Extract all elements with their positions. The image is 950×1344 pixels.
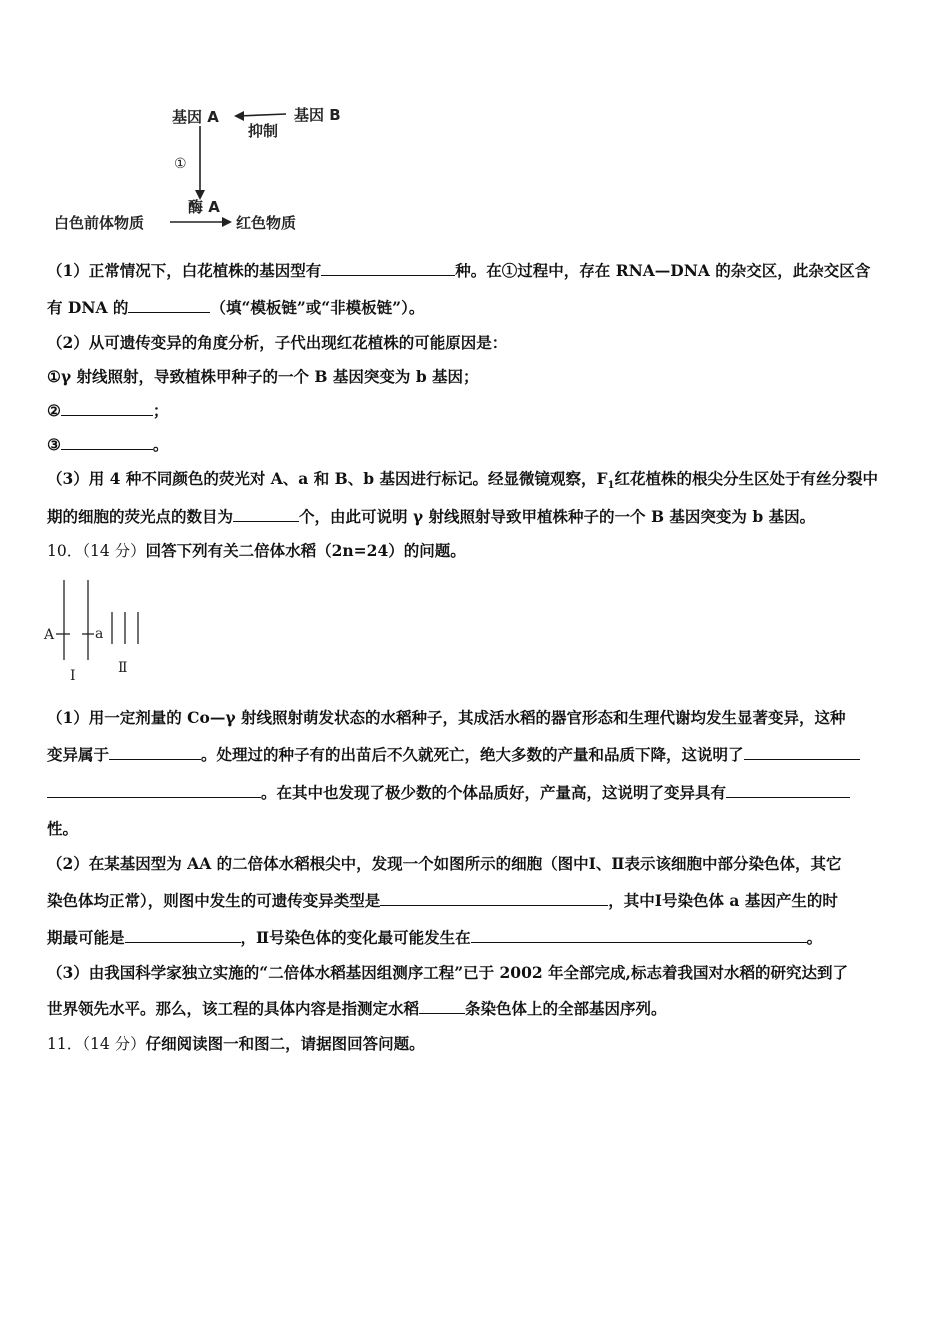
- inhibit-arrow-line: [238, 114, 286, 116]
- q9-part2-reason3: ③ 。: [47, 435, 169, 454]
- q11-heading: 11．（14 分）仔细阅读图一和图二，请据图回答问题。: [47, 1034, 425, 1053]
- q9-part1-line1: （1）正常情况下，白花植株的基因型有 种。在①过程中，存在 RNA—DNA 的杂交区，此杂交区含: [47, 261, 871, 280]
- inhibit-arrowhead: [234, 111, 244, 121]
- step-one-label: ①: [174, 156, 187, 172]
- chromosome-I-label: Ⅰ: [70, 668, 76, 684]
- q9-part2-reason1: ①γ 射线照射，导致植株甲种子的一个 B 基因突变为 b 基因；: [47, 367, 479, 386]
- q9-part2-line1: （2）从可遗传变异的角度分析，子代出现红花植株的可能原因是：: [47, 333, 508, 352]
- gene-b-label: 基因 B: [294, 106, 341, 124]
- inhibit-label: 抑制: [248, 122, 279, 140]
- enzyme-a-label: 酶 A: [188, 198, 220, 216]
- allele-a-label: a: [95, 626, 104, 642]
- q9-part1-line2: 有 DNA 的 （填“模板链”或“非模板链”）。: [47, 298, 425, 317]
- red-substance-label: 红色物质: [236, 214, 297, 232]
- allele-A-label: A: [44, 627, 55, 643]
- q10-part2-line3: 期最可能是 ，Ⅱ号染色体的变化最可能发生在 。: [47, 928, 823, 947]
- enzyme-arrowhead: [222, 217, 232, 227]
- q10-part1-line4: 性。: [47, 819, 79, 838]
- gene-a-label: 基因 A: [172, 108, 219, 126]
- q10-heading: 10．（14 分）回答下列有关二倍体水稻（2n=24）的问题。: [47, 541, 466, 560]
- q10-part1-line3: 。在其中也发现了极少数的个体品质好，产量高，这说明了变异具有: [47, 783, 909, 803]
- q9-part3-line2: 期的细胞的荧光点的数目为 个，由此可说明 γ 射线照射导致甲植株种子的一个 B 基因突变为 b 基因。: [47, 507, 816, 526]
- chromosome-II-label: Ⅱ: [118, 660, 128, 676]
- q10-part2-line1: （2）在某基因型为 AA 的二倍体水稻根尖中，发现一个如图所示的细胞（图中Ⅰ、Ⅱ表示该细胞中部分染色体，其它: [47, 854, 842, 873]
- white-precursor-label: 白色前体物质: [54, 214, 145, 232]
- q10-part2-line2: 染色体均正常），则图中发生的可遗传变异类型是 ，其中Ⅰ号染色体 a 基因产生的时: [47, 891, 838, 910]
- gene-pathway-diagram: [48, 96, 368, 246]
- q10-part1-line2: 变异属于 。处理过的种子有的出苗后不久就死亡，绝大多数的产量和品质下降，这说明了: [47, 745, 909, 765]
- chromosome-diagram: [40, 574, 160, 684]
- q10-part1-line1: （1）用一定剂量的 Co—γ 射线照射萌发状态的水稻种子，其成活水稻的器官形态和生理代谢均发生显著变异，这种: [47, 708, 846, 727]
- q9-part3-line1: （3）用 4 种不同颜色的荧光对 A、a 和 B、b 基因进行标记。经显微镜观察，$F_1$红花植株的根尖分生区处于有丝分裂中: [47, 469, 878, 492]
- q10-part3-line2: 世界领先水平。那么，该工程的具体内容是指测定水稻 条染色体上的全部基因序列。: [47, 999, 667, 1018]
- q9-part2-reason2: ② ；: [47, 401, 169, 420]
- q10-part3-line1: （3）由我国科学家独立实施的“二倍体水稻基因组测序工程”已于 2002 年全部完成,标志着我国对水稻的研究达到了: [47, 963, 848, 982]
